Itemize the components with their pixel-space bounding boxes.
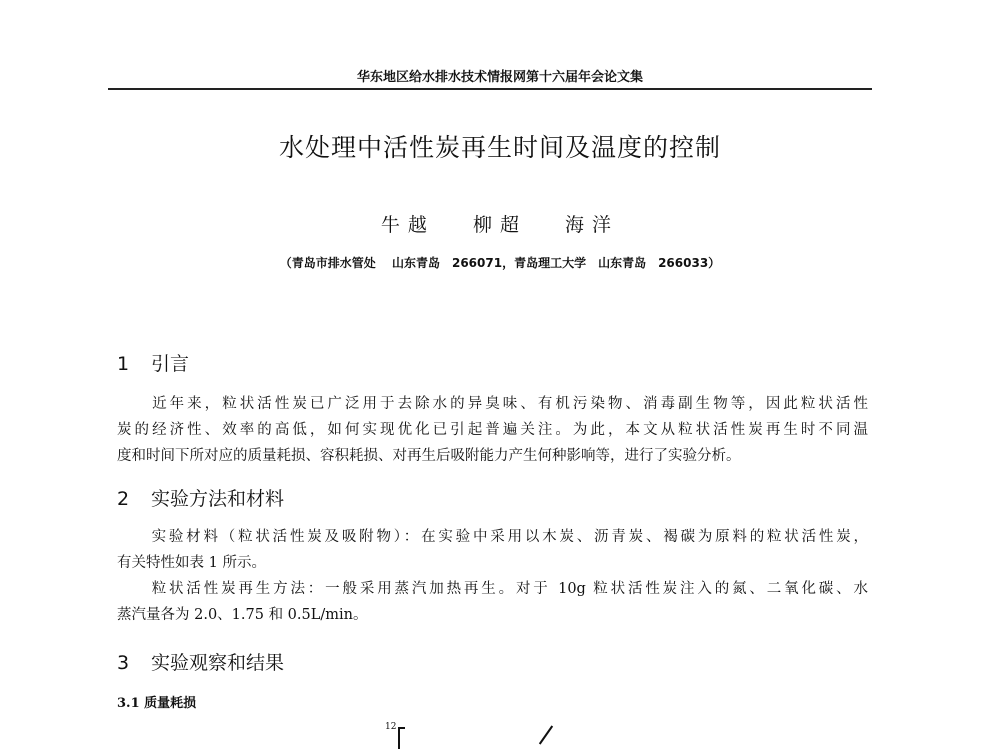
section-number: 2 (117, 488, 130, 510)
section-number: 3 (117, 652, 130, 674)
paragraph-line: 度和时间下所对应的质量耗损、容积耗损、对再生后吸附能力产生何种影响等，进行了实验分析。 (117, 448, 741, 464)
figure-axis-fragment (398, 727, 405, 749)
subsection-heading: 3.1 质量耗损 (117, 696, 197, 711)
author: 海洋 (565, 214, 620, 236)
paragraph-line: 蒸汽量各为 2.0、1.75 和 0.5L/min。 (117, 607, 368, 623)
paragraph-line: 近年来，粒状活性炭已广泛用于去除水的异臭味、有机污染物、消毒副生物等，因此粒状活性 (117, 396, 868, 412)
author-list (0, 210, 1000, 237)
header-rule (108, 88, 872, 90)
running-header: 华东地区给水排水技术情报网第十六届年会论文集 (356, 70, 643, 85)
section-heading (117, 349, 189, 376)
paragraph-line: 炭的经济性、效率的高低，如何实现优化已引起普遍关注。为此，本文从粒状活性炭再生时不同温 (117, 422, 868, 438)
section-title: 引言 (151, 353, 190, 375)
author: 柳超 (472, 214, 527, 236)
section-title: 实验方法和材料 (151, 488, 285, 510)
section-number: 1 (117, 353, 130, 375)
section-heading (117, 648, 284, 675)
section-title: 实验观察和结果 (151, 652, 285, 674)
paragraph-line: 有关特性如表 1 所示。 (117, 555, 266, 571)
section-heading (117, 484, 284, 511)
author: 牛越 (380, 214, 435, 236)
paragraph-line: 粒状活性炭再生方法：一般采用蒸汽加热再生。对于 10g 粒状活性炭注入的氮、二氧化碳、水 (117, 581, 868, 597)
paragraph-line: 实验材料（粒状活性炭及吸附物）：在实验中采用以木炭、沥青炭、褐碳为原料的粒状活性炭， (117, 529, 868, 545)
affiliation: （青岛市排水管处 山东青岛 266071，青岛理工大学 山东青岛 266033） (279, 256, 721, 270)
figure-axis-tick: 12 (385, 722, 397, 732)
paper-title: 水处理中活性炭再生时间及温度的控制 (278, 133, 721, 162)
